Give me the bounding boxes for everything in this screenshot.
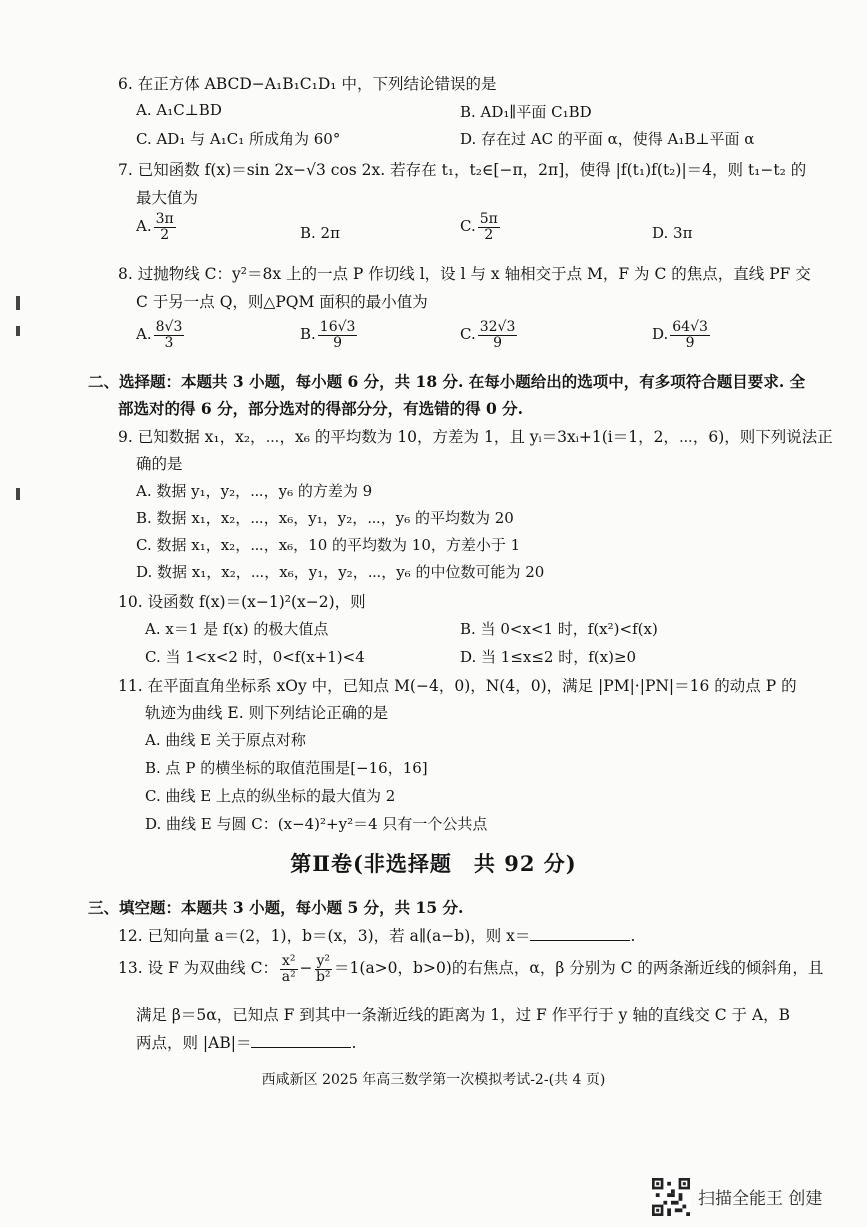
numerator: x²	[281, 953, 296, 969]
numerator: 8√3	[155, 319, 183, 335]
answer-blank	[530, 939, 630, 941]
q10-option-d: D. 当 1≤x≤2 时，f(x)≥0	[460, 648, 637, 666]
q12-text: 12. 已知向量 a＝(2，1)，b＝(x，3)，若 a∥(a−b)，则 x＝	[118, 927, 531, 945]
q11-option-d: D. 曲线 E 与圆 C：(x−4)²+y²＝4 只有一个公共点	[145, 815, 488, 833]
fraction	[478, 212, 500, 242]
numerator: y²	[316, 953, 331, 969]
q12	[118, 924, 635, 946]
q9-option-a: A. 数据 y₁，y₂，⋯，y₆ 的方差为 9	[136, 482, 373, 500]
numerator: 16√3	[319, 319, 356, 335]
denominator: 9	[493, 334, 502, 351]
section3-heading: 三、填空题：本题共 3 小题，每小题 5 分，共 15 分.	[88, 898, 464, 917]
denominator: a²	[281, 968, 296, 985]
page-footer: 西咸新区 2025 年高三数学第一次模拟考试-2-(共 4 页)	[261, 1072, 606, 1088]
fraction	[670, 320, 710, 350]
denominator: 3	[164, 334, 174, 351]
denominator: 9	[685, 334, 695, 351]
q9-option-b: B. 数据 x₁，x₂，⋯，x₆，y₁，y₂，⋯，y₆ 的平均数为 20	[136, 509, 514, 527]
q7-option-b: B. 2π	[300, 224, 340, 242]
q6-stem: 6. 在正方体 ABCD−A₁B₁C₁D₁ 中，下列结论错误的是	[118, 75, 497, 93]
q8-stem-line1: 8. 过抛物线 C：y²＝8x 上的一点 P 作切线 l，设 l 与 x 轴相交于点 M，F 为 C 的焦点，直线 PF 交	[118, 265, 811, 283]
q9-stem-line2: 确的是	[136, 455, 183, 473]
qr-code-icon	[652, 1178, 690, 1216]
q7-option-d: D. 3π	[652, 224, 693, 242]
option-label: A.	[136, 217, 152, 236]
q6-option-a: A. A₁C⊥BD	[136, 101, 222, 119]
q10-stem: 10. 设函数 f(x)＝(x−1)²(x−2)，则	[118, 593, 366, 611]
fraction	[318, 320, 358, 350]
period: .	[630, 927, 636, 945]
numerator: 64√3	[672, 319, 708, 335]
q7-stem-line2: 最大值为	[136, 189, 199, 207]
option-label: C.	[460, 325, 476, 344]
q11-option-c: C. 曲线 E 上点的纵坐标的最大值为 2	[145, 787, 396, 805]
numerator: 3π	[155, 211, 174, 227]
q11-option-b: B. 点 P 的横坐标的取值范围是[−16，16]	[145, 759, 428, 777]
option-label: A.	[136, 325, 152, 344]
q9-stem-line1: 9. 已知数据 x₁，x₂，⋯，x₆ 的平均数为 10，方差为 1，且 yᵢ＝3xᵢ+1(i＝1，2，⋯，6)，则下列说法正	[118, 428, 833, 446]
denominator: 2	[160, 226, 170, 243]
q11-stem-line1: 11. 在平面直角坐标系 xOy 中，已知点 M(−4，0)，N(4，0)，满足 |PM|·|PN|＝16 的动点 P 的	[118, 677, 797, 695]
period: .	[351, 1034, 357, 1052]
q8-option-a	[136, 320, 186, 350]
q10-option-a: A. x＝1 是 f(x) 的极大值点	[145, 620, 329, 638]
margin-mark	[16, 296, 20, 310]
q6-option-c: C. AD₁ 与 A₁C₁ 所成角为 60°	[136, 130, 341, 148]
q8-option-d	[652, 320, 712, 350]
fraction	[154, 212, 176, 242]
q9-option-d: D. 数据 x₁，x₂，⋯，x₆，y₁，y₂，⋯，y₆ 的中位数可能为 20	[136, 563, 545, 581]
option-label: C.	[460, 217, 476, 236]
q13-line2: 满足 β＝5α，已知点 F 到其中一条渐近线的距离为 1，过 F 作平行于 y 轴的直线交 C 于 A，B	[136, 1006, 791, 1024]
q10-option-c: C. 当 1<x<2 时，0<f(x+1)<4	[145, 648, 365, 666]
scanner-watermark: 扫描全能王 创建	[698, 1189, 823, 1209]
q8-option-c	[460, 320, 519, 350]
option-label: D.	[652, 325, 669, 344]
q13-post: ＝1(a>0，b>0)的右焦点，α，β 分别为 C 的两条渐近线的倾斜角，且	[334, 959, 824, 978]
option-label: B.	[300, 325, 316, 344]
q13-line3	[136, 1031, 356, 1053]
q13-line1	[118, 954, 823, 984]
numerator: 32√3	[479, 319, 516, 335]
q7-option-a	[136, 212, 178, 242]
margin-mark	[16, 326, 20, 336]
answer-blank	[251, 1046, 351, 1048]
section2-heading-line2: 部选对的得 6 分，部分选对的得部分分，有选错的得 0 分.	[118, 399, 524, 418]
denominator: 9	[333, 334, 343, 351]
fraction	[478, 320, 518, 350]
q7-option-c	[460, 212, 502, 242]
denominator: b²	[315, 968, 331, 985]
denominator: 2	[484, 226, 494, 243]
q13-pre: 13. 设 F 为双曲线 C：	[118, 959, 278, 978]
q8-option-b	[300, 320, 359, 350]
q10-option-b: B. 当 0<x<1 时，f(x²)<f(x)	[460, 620, 658, 638]
part2-title: 第Ⅱ卷(非选择题 共 92 分)	[290, 851, 577, 876]
q6-option-d: D. 存在过 AC 的平面 α，使得 A₁B⊥平面 α	[460, 130, 755, 148]
q7-stem-line1: 7. 已知函数 f(x)＝sin 2x−√3 cos 2x. 若存在 t₁，t₂∈[−π，2π]，使得 |f(t₁)f(t₂)|＝4，则 t₁−t₂ 的	[118, 161, 807, 179]
q11-stem-line2: 轨迹为曲线 E. 则下列结论正确的是	[145, 704, 389, 722]
q11-option-a: A. 曲线 E 关于原点对称	[145, 731, 306, 749]
fraction	[154, 320, 185, 350]
q6-option-b: B. AD₁∥平面 C₁BD	[460, 103, 592, 121]
fraction	[280, 954, 298, 984]
q8-stem-line2: C 于另一点 Q，则△PQM 面积的最小值为	[136, 293, 428, 311]
q13-line3-text: 两点，则 |AB|＝	[136, 1034, 252, 1052]
q9-option-c: C. 数据 x₁，x₂，⋯，x₆，10 的平均数为 10，方差小于 1	[136, 536, 521, 554]
fraction	[315, 954, 333, 984]
section2-heading-line1: 二、选择题：本题共 3 小题，每小题 6 分，共 18 分. 在每小题给出的选项中，有多项符合题目要求. 全	[88, 372, 806, 391]
minus-sign: −	[299, 959, 313, 978]
numerator: 5π	[479, 211, 498, 227]
margin-mark	[16, 488, 20, 500]
